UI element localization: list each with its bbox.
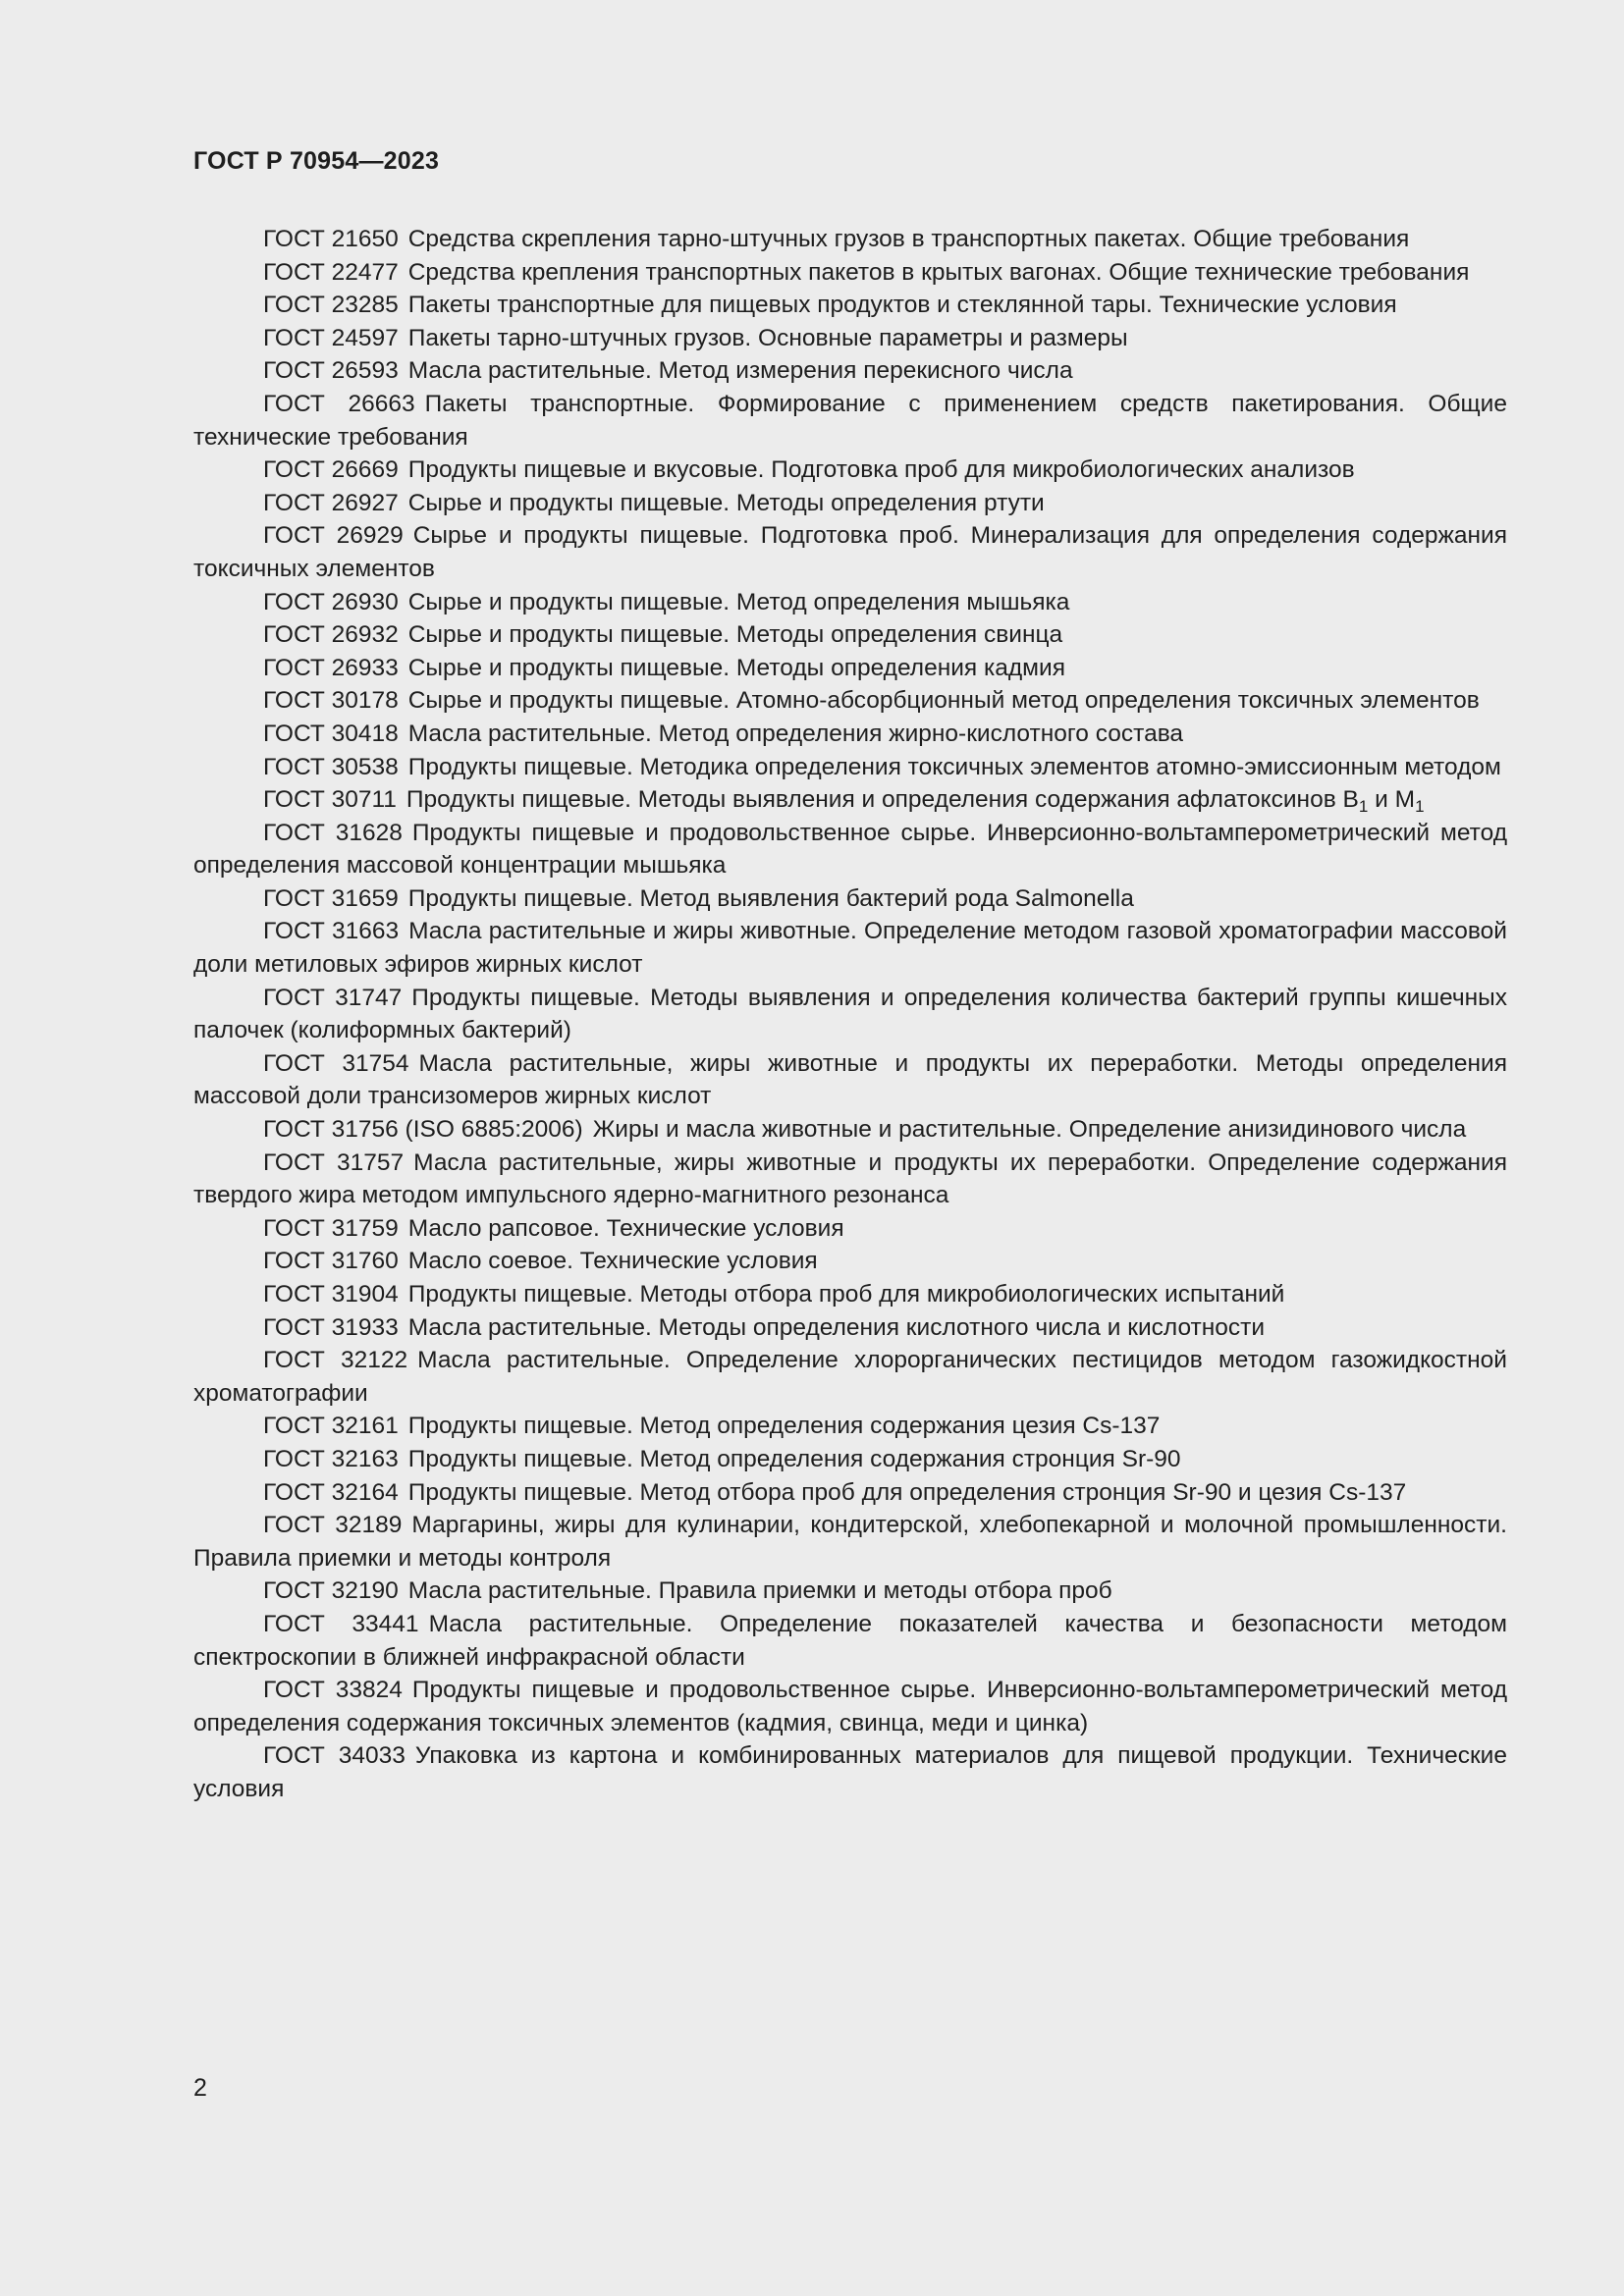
normative-references-list: [193, 223, 1507, 1806]
reference-entry: [193, 1212, 1507, 1246]
reference-code: ГОСТ 31754: [263, 1049, 409, 1077]
reference-title: Сырье и продукты пищевые. Методы определения ртути: [407, 489, 1045, 516]
reference-entry: [193, 1047, 1507, 1113]
reference-title: Пакеты тарно-штучных грузов. Основные параметры и размеры: [407, 324, 1128, 351]
reference-code: ГОСТ 31756 (ISO 6885:2006): [263, 1116, 583, 1144]
reference-code: ГОСТ 26593: [263, 357, 399, 385]
reference-entry: [193, 586, 1507, 619]
reference-title: Упаковка из картона и комбинированных материалов для пищевой продукции. Технические условия: [193, 1742, 1507, 1802]
reference-code: ГОСТ 26932: [263, 621, 399, 649]
reference-entry: [193, 1311, 1507, 1345]
reference-entry: [193, 718, 1507, 751]
reference-title: Продукты пищевые. Методы выявления и определения содержания афлатоксинов B: [406, 786, 1359, 814]
reference-entry: [193, 454, 1507, 487]
reference-entry: [193, 322, 1507, 355]
reference-title: Продукты пищевые. Метод определения содержания цезия Cs-137: [407, 1413, 1161, 1440]
reference-code: ГОСТ 33824: [263, 1677, 403, 1704]
reference-code: ГОСТ 31904: [263, 1281, 399, 1308]
reference-code: ГОСТ 30538: [263, 753, 399, 780]
reference-code: ГОСТ 30418: [263, 720, 399, 747]
reference-code: ГОСТ 30711: [263, 786, 397, 814]
reference-code: ГОСТ 26929: [263, 522, 404, 550]
reference-code: ГОСТ 26663: [263, 390, 415, 417]
reference-title: Сырье и продукты пищевые. Подготовка проб. Минерализация для определения содержания токсичных элементов: [193, 522, 1507, 582]
reference-title: Масла растительные, жиры животные и продукты их переработки. Определение содержания твердого жира методом импульсного ядерно-магнитного резонанса: [193, 1148, 1507, 1209]
reference-title: Жиры и масла животные и растительные. Определение анизидинового числа: [592, 1116, 1467, 1144]
reference-entry: [193, 1739, 1507, 1805]
reference-title: Масла растительные. Методы определения кислотного числа и кислотности: [407, 1313, 1266, 1341]
reference-entry: [193, 487, 1507, 520]
reference-title: Сырье и продукты пищевые. Методы определения кадмия: [407, 654, 1065, 681]
reference-title: Масла растительные, жиры животные и продукты их переработки. Методы определения массовой доли трансизомеров жирных кислот: [193, 1049, 1508, 1110]
reference-title: Пакеты транспортные. Формирование с применением средств пакетирования. Общие технические требования: [193, 390, 1507, 451]
reference-code: ГОСТ 32164: [263, 1478, 399, 1506]
reference-entry: [193, 1410, 1507, 1443]
reference-title: Пакеты транспортные для пищевых продуктов и стеклянной тары. Технические условия: [407, 292, 1397, 319]
reference-entry: [193, 1608, 1507, 1674]
reference-code: ГОСТ 22477: [263, 258, 399, 286]
reference-title: Продукты пищевые. Методика определения токсичных элементов атомно-эмиссионным методом: [407, 753, 1501, 780]
reference-entry: [193, 1443, 1507, 1476]
reference-entry: [193, 223, 1507, 256]
reference-title: Масла растительные. Метод определения жирно-кислотного состава: [407, 720, 1184, 747]
reference-title: Сырье и продукты пищевые. Метод определения мышьяка: [407, 588, 1070, 615]
reference-entry: [193, 1674, 1507, 1739]
reference-entry: [193, 1344, 1507, 1410]
page-number: 2: [193, 2074, 207, 2102]
reference-entry: [193, 618, 1507, 652]
reference-code: ГОСТ 31933: [263, 1313, 399, 1341]
reference-code: ГОСТ 31760: [263, 1248, 399, 1275]
reference-code: ГОСТ 26927: [263, 489, 399, 516]
reference-title: Масла растительные. Определение хлорорганических пестицидов методом газожидкостной хроматографии: [193, 1347, 1507, 1407]
reference-entry: [193, 1245, 1507, 1278]
reference-code: ГОСТ 31628: [263, 819, 403, 846]
reference-code: ГОСТ 34033: [263, 1742, 406, 1770]
reference-entry: [193, 882, 1507, 916]
reference-entry: [193, 817, 1507, 882]
reference-code: ГОСТ 31659: [263, 884, 399, 912]
reference-code: ГОСТ 32189: [263, 1512, 403, 1539]
reference-entry: [193, 1509, 1507, 1575]
reference-entry: [193, 256, 1507, 290]
reference-entry: [193, 519, 1507, 585]
reference-code: ГОСТ 32163: [263, 1445, 399, 1472]
reference-code: ГОСТ 23285: [263, 292, 399, 319]
reference-title: Масла растительные. Определение показателей качества и безопасности методом спектроскопии в ближней инфракрасной области: [193, 1610, 1507, 1671]
reference-code: ГОСТ 32190: [263, 1577, 399, 1605]
reference-title: Продукты пищевые и продовольственное сырье. Инверсионно-вольтамперометрический метод определения содержания токсичных элементов (кадмия, свинца, меди и цинка): [193, 1677, 1507, 1736]
document-header: ГОСТ Р 70954—2023: [193, 147, 440, 175]
reference-title: Сырье и продукты пищевые. Атомно-абсорбционный метод определения токсичных элементов: [407, 687, 1480, 715]
reference-code: ГОСТ 24597: [263, 324, 399, 351]
reference-title: Масла растительные и жиры животные. Определение методом газовой хроматографии массовой доли метиловых эфиров жирных кислот: [193, 918, 1507, 979]
reference-title-part: и M: [1368, 786, 1416, 814]
reference-title: Продукты пищевые. Метод отбора проб для определения стронция Sr-90 и цезия Cs-137: [407, 1478, 1407, 1506]
reference-title: Масло рапсовое. Технические условия: [407, 1214, 844, 1242]
reference-code: ГОСТ 32161: [263, 1413, 399, 1440]
reference-entry: [193, 751, 1507, 784]
reference-title: Сырье и продукты пищевые. Методы определения свинца: [407, 621, 1063, 649]
reference-title: Маргарины, жиры для кулинарии, кондитерской, хлебопекарной и молочной промышленности. Правила приемки и методы контроля: [193, 1512, 1507, 1572]
reference-entry: [193, 1278, 1507, 1311]
reference-entry: [193, 915, 1507, 981]
reference-entry: [193, 1113, 1507, 1147]
reference-code: ГОСТ 30178: [263, 687, 399, 715]
reference-entry: [193, 1147, 1507, 1212]
reference-code: ГОСТ 31757: [263, 1148, 405, 1176]
reference-title: Масла растительные. Метод измерения перекисного числа: [407, 357, 1073, 385]
reference-code: ГОСТ 26930: [263, 588, 399, 615]
reference-title: Средства крепления транспортных пакетов в крытых вагонах. Общие технические требования: [407, 258, 1470, 286]
reference-code: ГОСТ 21650: [263, 226, 399, 252]
reference-entry: [193, 1575, 1507, 1608]
reference-entry: [193, 783, 1507, 817]
reference-code: ГОСТ 31747: [263, 984, 403, 1011]
reference-entry: [193, 289, 1507, 322]
reference-code: ГОСТ 26669: [263, 456, 399, 484]
reference-entry: [193, 684, 1507, 718]
reference-title: Продукты пищевые. Метод выявления бактерий рода Salmonella: [407, 884, 1134, 912]
reference-entry: [193, 388, 1507, 454]
reference-title: Продукты пищевые и продовольственное сырье. Инверсионно-вольтамперометрический метод определения массовой концентрации мышьяка: [193, 819, 1507, 880]
reference-title: Масла растительные. Правила приемки и методы отбора проб: [407, 1577, 1112, 1605]
reference-title: Продукты пищевые. Метод определения содержания стронция Sr-90: [407, 1445, 1181, 1472]
reference-entry: [193, 982, 1507, 1047]
reference-code: ГОСТ 26933: [263, 654, 399, 681]
reference-entry: [193, 652, 1507, 685]
reference-title: Продукты пищевые. Методы отбора проб для микробиологических испытаний: [407, 1281, 1285, 1308]
reference-code: ГОСТ 31663: [263, 918, 400, 945]
reference-title: Средства скрепления тарно-штучных грузов в транспортных пакетах. Общие требования: [407, 226, 1410, 252]
reference-title: Продукты пищевые. Методы выявления и определения количества бактерий группы кишечных палочек (колиформных бактерий): [193, 984, 1507, 1044]
reference-code: ГОСТ 31759: [263, 1214, 399, 1242]
reference-title: Продукты пищевые и вкусовые. Подготовка проб для микробиологических анализов: [407, 456, 1355, 484]
reference-code: ГОСТ 32122: [263, 1347, 408, 1374]
reference-code: ГОСТ 33441: [263, 1610, 419, 1637]
reference-entry: [193, 354, 1507, 388]
reference-subscript: 1: [1415, 797, 1425, 817]
reference-title: Масло соевое. Технические условия: [407, 1248, 818, 1275]
reference-subscript: 1: [1358, 797, 1369, 817]
reference-entry: [193, 1476, 1507, 1510]
